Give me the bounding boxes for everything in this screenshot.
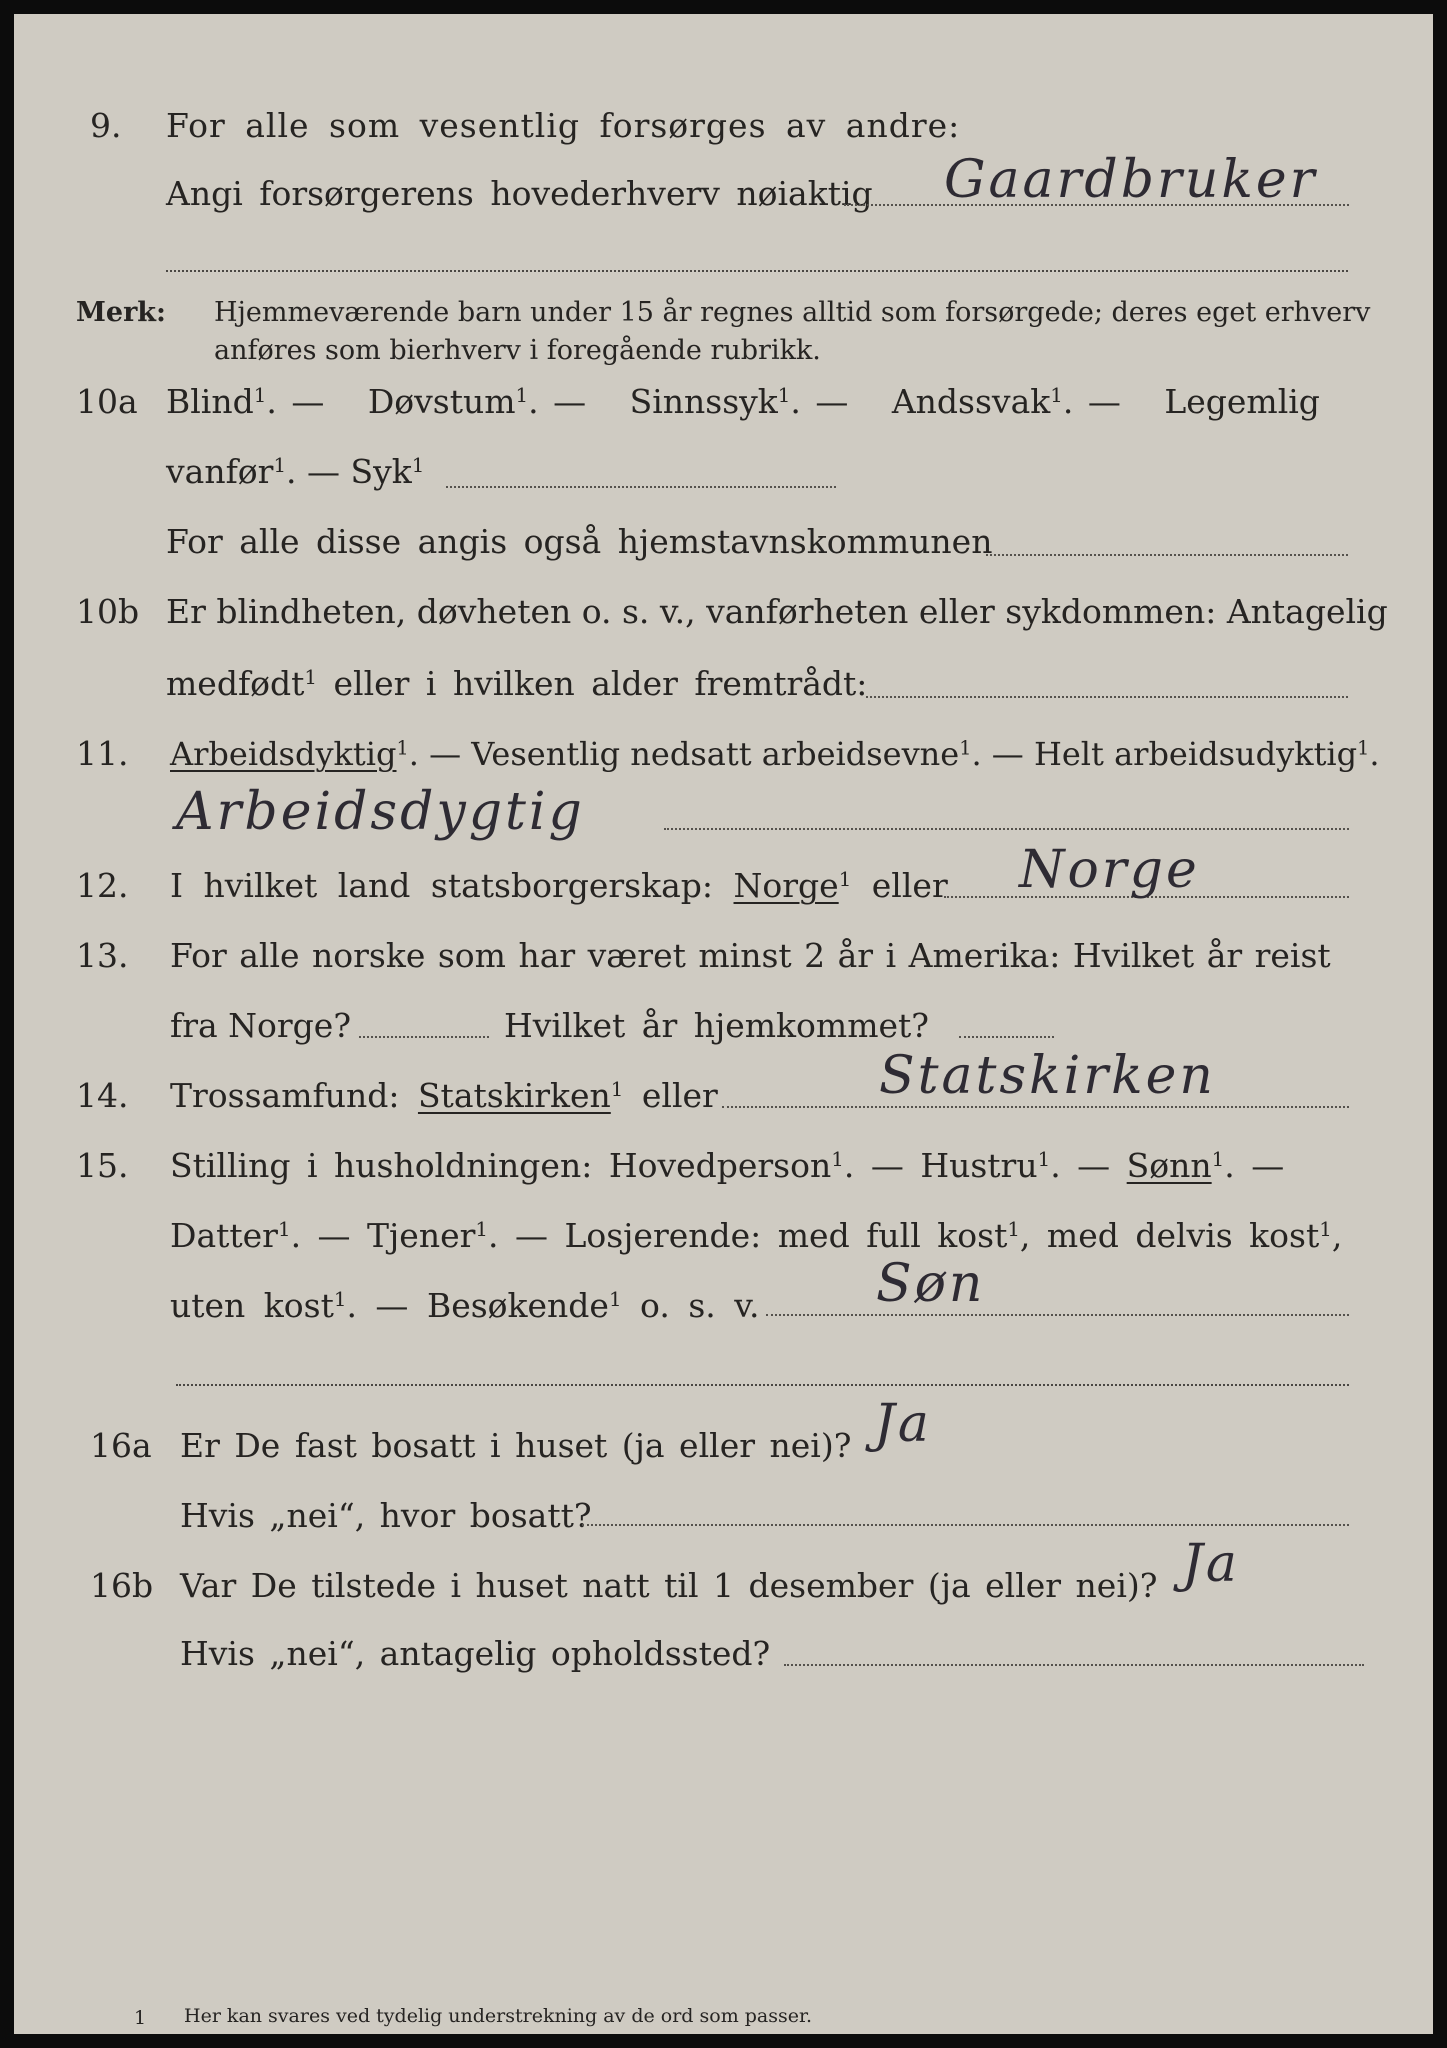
q14-handwritten-answer: Statskirken xyxy=(879,1046,1216,1106)
q15-uten-kost: uten kost xyxy=(170,1286,334,1325)
q14-statskirken: Statskirken xyxy=(417,1076,611,1115)
dash: . — xyxy=(1062,382,1121,421)
q14-number: 14. xyxy=(76,1076,129,1115)
footnote-mark: 1 xyxy=(253,384,267,408)
q13-line2b: Hvilket år hjemkommet? xyxy=(504,1006,929,1045)
footnote-mark: 1 xyxy=(1007,1218,1020,1242)
q10a-line2 xyxy=(166,452,424,492)
q10a-dovstum: Døvstum xyxy=(367,382,516,421)
q12-handwritten-answer: Norge xyxy=(1019,840,1200,900)
q10b-number: 10b xyxy=(76,592,140,631)
q13-line1: For alle norske som har været minst 2 år i Amerika: Hvilket år reist xyxy=(170,936,1331,975)
dash: . — xyxy=(790,382,849,421)
q15-line2: Datter$^1$. — Tjener$^1$. — Losjerende: med full kost$^1$, med delvis kost$^1$, xyxy=(170,1216,1343,1255)
q16b-line1: Var De tilstede i huset natt til 1 desember (ja eller nei)? xyxy=(180,1566,1158,1605)
q10a-vanfor: vanfør xyxy=(166,452,274,491)
q11-answer-line xyxy=(664,828,1349,830)
q15-delvis-kost: , med delvis kost xyxy=(1019,1216,1320,1255)
q12-eller: eller xyxy=(871,866,948,905)
q12-line xyxy=(170,866,948,906)
q12-question: I hvilket land statsborgerskap: xyxy=(170,866,714,905)
q15-line3 xyxy=(170,1286,759,1326)
footnote-mark: 1 xyxy=(1050,384,1063,408)
q11-udyktig: Helt arbeidsudyktig xyxy=(1033,735,1358,773)
q16a-number: 16a xyxy=(90,1426,152,1465)
q12-number: 12. xyxy=(76,866,129,905)
q15-besokende: Besøkende xyxy=(426,1286,609,1325)
q11-line1: Arbeidsdyktig$^1$. — Vesentlig nedsatt arbeidsevne$^1$. — Helt arbeidsudyktig$^1$. xyxy=(170,735,1380,773)
q10a-line3: For alle disse angis også hjemstavnskommunen xyxy=(166,522,993,561)
q9-handwritten-answer: Gaardbruker xyxy=(944,150,1318,210)
q9-line2: Angi forsørgerens hovederhverv nøiaktig xyxy=(166,174,873,213)
footnote-mark: 1 xyxy=(134,2007,147,2029)
dash: . — xyxy=(843,1146,904,1185)
q10a-line1 xyxy=(166,382,1320,422)
q16a-bosatt-line xyxy=(582,1524,1349,1526)
dash: . — xyxy=(528,382,587,421)
q11-nedsatt: Vesentlig nedsatt arbeidsevne xyxy=(471,735,960,773)
dash: . — xyxy=(1224,1146,1285,1185)
footnote-mark: 1 xyxy=(515,384,529,408)
footnote-mark: 1 xyxy=(608,1288,622,1312)
footnote-mark: 1 xyxy=(610,1078,624,1102)
footnote-mark: 1 xyxy=(1357,736,1370,760)
footnote-mark: 1 xyxy=(1211,1148,1225,1172)
footnote-mark: 1 xyxy=(304,666,318,690)
q10a-sinnssyk: Sinnssyk xyxy=(629,382,778,421)
q10b-medfodt: medfødt xyxy=(166,664,305,703)
dash: . — xyxy=(266,382,325,421)
footnote-mark: 1 xyxy=(831,1148,844,1172)
footnote-text: Her kan svares ved tydelig understrekning av de ord som passer. xyxy=(184,2005,813,2027)
q15-datter: Datter xyxy=(170,1216,278,1255)
q10b-line2 xyxy=(166,664,867,704)
q10a-number: 10a xyxy=(76,382,138,421)
q15-osv: o. s. v. xyxy=(640,1286,760,1325)
footnote-mark: 1 xyxy=(1037,1148,1051,1172)
q16a-line2: Hvis „nei“, hvor bosatt? xyxy=(180,1496,592,1535)
dash: . — xyxy=(290,1216,351,1255)
q13-line2a: fra Norge? xyxy=(170,1006,352,1045)
q15-hovedperson: Stilling i husholdningen: Hovedperson xyxy=(170,1146,832,1185)
q16a-handwritten-answer: Ja xyxy=(874,1394,932,1454)
footnote-mark: 1 xyxy=(959,736,972,760)
q15-number: 15. xyxy=(76,1146,129,1185)
q13-reist-line xyxy=(359,1036,489,1038)
dash: . — xyxy=(971,735,1024,773)
q11-arbeidsdyktig: Arbeidsdyktig xyxy=(170,735,397,773)
q11-number: 11. xyxy=(76,734,129,773)
merk-line2: anføres som bierhverv i foregående rubrikk. xyxy=(214,335,821,366)
q16b-number: 16b xyxy=(90,1566,154,1605)
q15-handwritten-answer: Søn xyxy=(876,1254,986,1314)
q14-answer-line xyxy=(722,1106,1349,1108)
q12-norge: Norge xyxy=(733,866,839,905)
q15-tjener: Tjener xyxy=(367,1216,476,1255)
dash: . — xyxy=(408,735,462,773)
q16a-line1: Er De fast bosatt i huset (ja eller nei)? xyxy=(180,1426,852,1465)
q9-separator xyxy=(166,270,1348,272)
census-form-page xyxy=(14,14,1433,2034)
footnote-mark: 1 xyxy=(273,454,287,478)
q14-question: Trossamfund: xyxy=(170,1076,400,1115)
footnote-mark: 1 xyxy=(411,454,425,478)
footnote-mark: 1 xyxy=(277,1218,291,1242)
q15-hustru: Hustru xyxy=(920,1146,1038,1185)
q14-eller: eller xyxy=(641,1076,718,1115)
merk-label: Merk: xyxy=(76,297,166,328)
q9-line1: For alle som vesentlig forsørges av andre: xyxy=(166,106,961,145)
q10b-alder: eller i hvilken alder fremtrådt: xyxy=(317,664,868,703)
q9-number: 9. xyxy=(90,106,122,145)
q16b-handwritten-answer: Ja xyxy=(1182,1534,1240,1594)
q10b-line1: Er blindheten, døvheten o. s. v., vanførheten eller sykdommen: Antagelig xyxy=(166,592,1388,631)
q10a-blind: Blind xyxy=(166,382,254,421)
q10a-legemlig: Legemlig xyxy=(1164,382,1320,421)
footnote-mark: 1 xyxy=(1319,1218,1332,1242)
q15-answer-line xyxy=(766,1314,1349,1316)
q11-handwritten-answer: Arbeidsdygtig xyxy=(176,782,585,842)
q14-line xyxy=(170,1076,718,1116)
q15-sonn: Sønn xyxy=(1126,1146,1212,1185)
q15-line1 xyxy=(170,1146,1284,1186)
merk-line1: Hjemmeværende barn under 15 år regnes alltid som forsørgede; deres eget erhverv xyxy=(214,297,1371,328)
q10a-syk: Syk xyxy=(350,452,412,491)
dash: . — xyxy=(346,1286,409,1325)
dash: . — xyxy=(487,1216,548,1255)
footnote-mark: 1 xyxy=(777,384,791,408)
q10a-andssvak: Andssvak xyxy=(891,382,1051,421)
q16b-opholdssted-line xyxy=(784,1664,1364,1666)
dash: . — xyxy=(286,452,341,491)
q10b-answer-line xyxy=(866,696,1348,698)
q13-hjemkommet-line xyxy=(959,1036,1054,1038)
q15-separator xyxy=(176,1384,1349,1386)
footnote-mark: 1 xyxy=(475,1218,488,1242)
q10a-kommune-line xyxy=(986,554,1348,556)
footnote-mark: 1 xyxy=(333,1288,347,1312)
q10a-syk-line xyxy=(446,486,836,488)
footnote-mark: 1 xyxy=(396,736,409,760)
q16b-line2: Hvis „nei“, antagelig opholdssted? xyxy=(180,1634,771,1673)
q15-losjerende: Losjerende: med full kost xyxy=(564,1216,1008,1255)
dash: . — xyxy=(1050,1146,1111,1185)
footnote-mark: 1 xyxy=(838,868,852,892)
q13-number: 13. xyxy=(76,936,129,975)
